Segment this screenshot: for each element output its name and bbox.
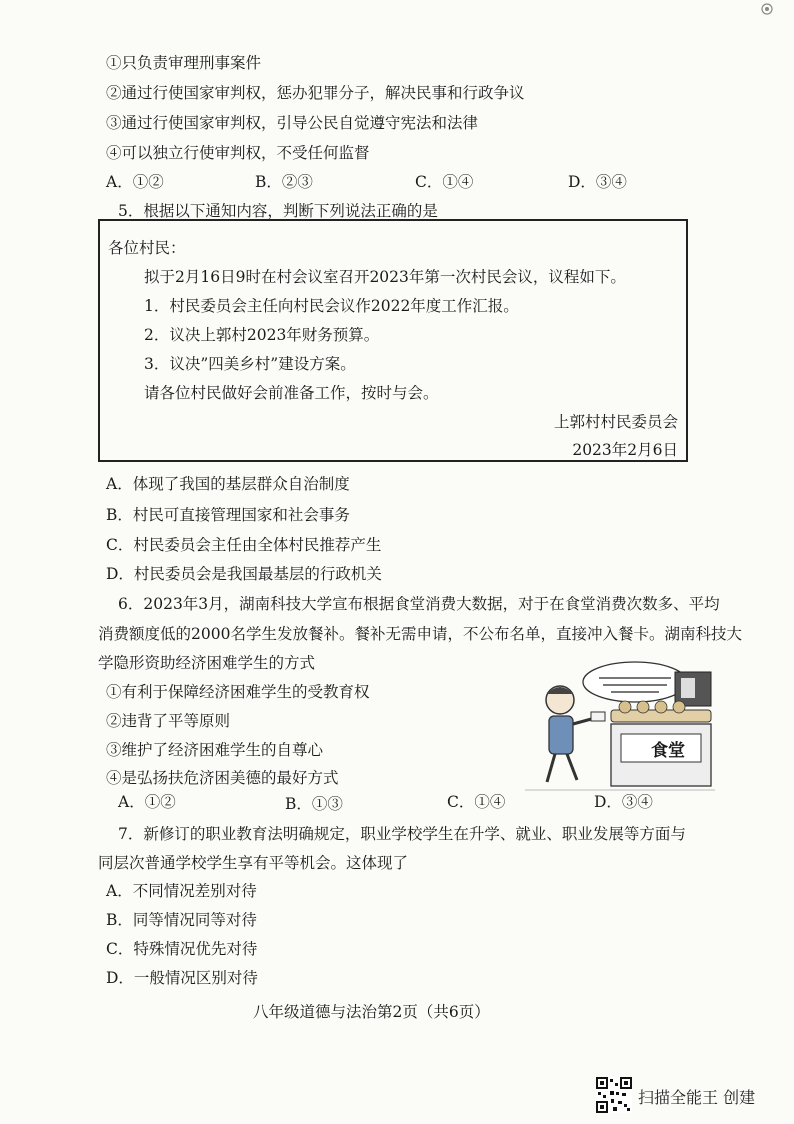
q6-stem-line-3: 学隐形资助经济困难学生的方式 xyxy=(98,654,316,672)
notice-item-2: 2．议决上郭村2023年财务预算。 xyxy=(144,326,380,344)
q6-statement-2: ②违背了平等原则 xyxy=(106,712,231,730)
q4-option-a: A．①② xyxy=(106,173,164,191)
q6-option-d: D．③④ xyxy=(594,793,653,811)
notice-item-1: 1．村民委员会主任向村民会议作2022年度工作汇报。 xyxy=(144,297,519,315)
notice-signature: 上郭村村民委员会 xyxy=(553,413,678,431)
canteen-sign: 食堂 xyxy=(651,741,685,761)
corner-mark-icon xyxy=(760,2,774,16)
canteen-cartoon xyxy=(525,660,715,800)
q5-option-b: B．村民可直接管理国家和社会事务 xyxy=(106,506,350,524)
q4-statement-2: ②通过行使国家审判权，惩办犯罪分子，解决民事和行政争议 xyxy=(106,84,525,102)
q4-option-d: D．③④ xyxy=(568,173,627,191)
q7-option-c: C．特殊情况优先对待 xyxy=(106,940,258,958)
scanner-watermark-text: 扫描全能王 创建 xyxy=(638,1088,756,1107)
notice-intro: 拟于2月16日9时在村会议室召开2023年第一次村民会议，议程如下。 xyxy=(144,268,626,286)
q5-option-d: D．村民委员会是我国最基层的行政机关 xyxy=(106,565,382,583)
q6-statement-3: ③维护了经济困难学生的自尊心 xyxy=(106,741,324,759)
notice-closing: 请各位村民做好会前准备工作，按时与会。 xyxy=(144,384,439,402)
scanner-watermark xyxy=(596,1075,776,1115)
q6-option-a: A．①② xyxy=(118,793,176,811)
q7-stem-line-1: 7．新修订的职业教育法明确规定，职业学校学生在升学、就业、职业发展等方面与 xyxy=(118,825,686,843)
q6-stem-line-1: 6．2023年3月，湖南科技大学宣布根据食堂消费大数据，对于在食堂消费次数多、平均 xyxy=(118,595,720,613)
q6-option-b: B．①③ xyxy=(285,795,343,813)
q6-option-c: C．①④ xyxy=(447,793,506,811)
q5-option-c: C．村民委员会主任由全体村民推荐产生 xyxy=(106,536,382,554)
cartoon-drawing xyxy=(525,660,715,800)
q4-option-c: C．①④ xyxy=(415,173,474,191)
q5-option-a: A．体现了我国的基层群众自治制度 xyxy=(106,475,350,493)
page-footer: 八年级道德与法治第2页（共6页） xyxy=(253,1003,490,1021)
q5-stem: 5．根据以下通知内容，判断下列说法正确的是 xyxy=(118,202,438,220)
q7-option-b: B．同等情况同等对待 xyxy=(106,911,257,929)
notice-date: 2023年2月6日 xyxy=(572,441,678,459)
q6-statement-4: ④是弘扬扶危济困美德的最好方式 xyxy=(106,769,339,787)
notice-box xyxy=(98,219,688,462)
q7-option-d: D．一般情况区别对待 xyxy=(106,969,258,987)
q4-statement-1: ①只负责审理刑事案件 xyxy=(106,54,262,72)
qr-code-icon xyxy=(596,1077,632,1113)
q4-statement-4: ④可以独立行使审判权，不受任何监督 xyxy=(106,144,370,162)
q6-statement-1: ①有利于保障经济困难学生的受教育权 xyxy=(106,683,370,701)
q4-option-b: B．②③ xyxy=(255,173,313,191)
q4-statement-3: ③通过行使国家审判权，引导公民自觉遵守宪法和法律 xyxy=(106,114,479,132)
q6-stem-line-2: 消费额度低的2000名学生发放餐补。餐补无需申请，不公布名单，直接冲入餐卡。湖南科技大 xyxy=(98,625,742,643)
q7-option-a: A．不同情况差别对待 xyxy=(106,882,257,900)
q7-stem-line-2: 同层次普通学校学生享有平等机会。这体现了 xyxy=(98,854,409,872)
notice-salutation: 各位村民： xyxy=(108,239,186,257)
notice-item-3: 3．议决”四美乡村”建设方案。 xyxy=(144,355,356,373)
